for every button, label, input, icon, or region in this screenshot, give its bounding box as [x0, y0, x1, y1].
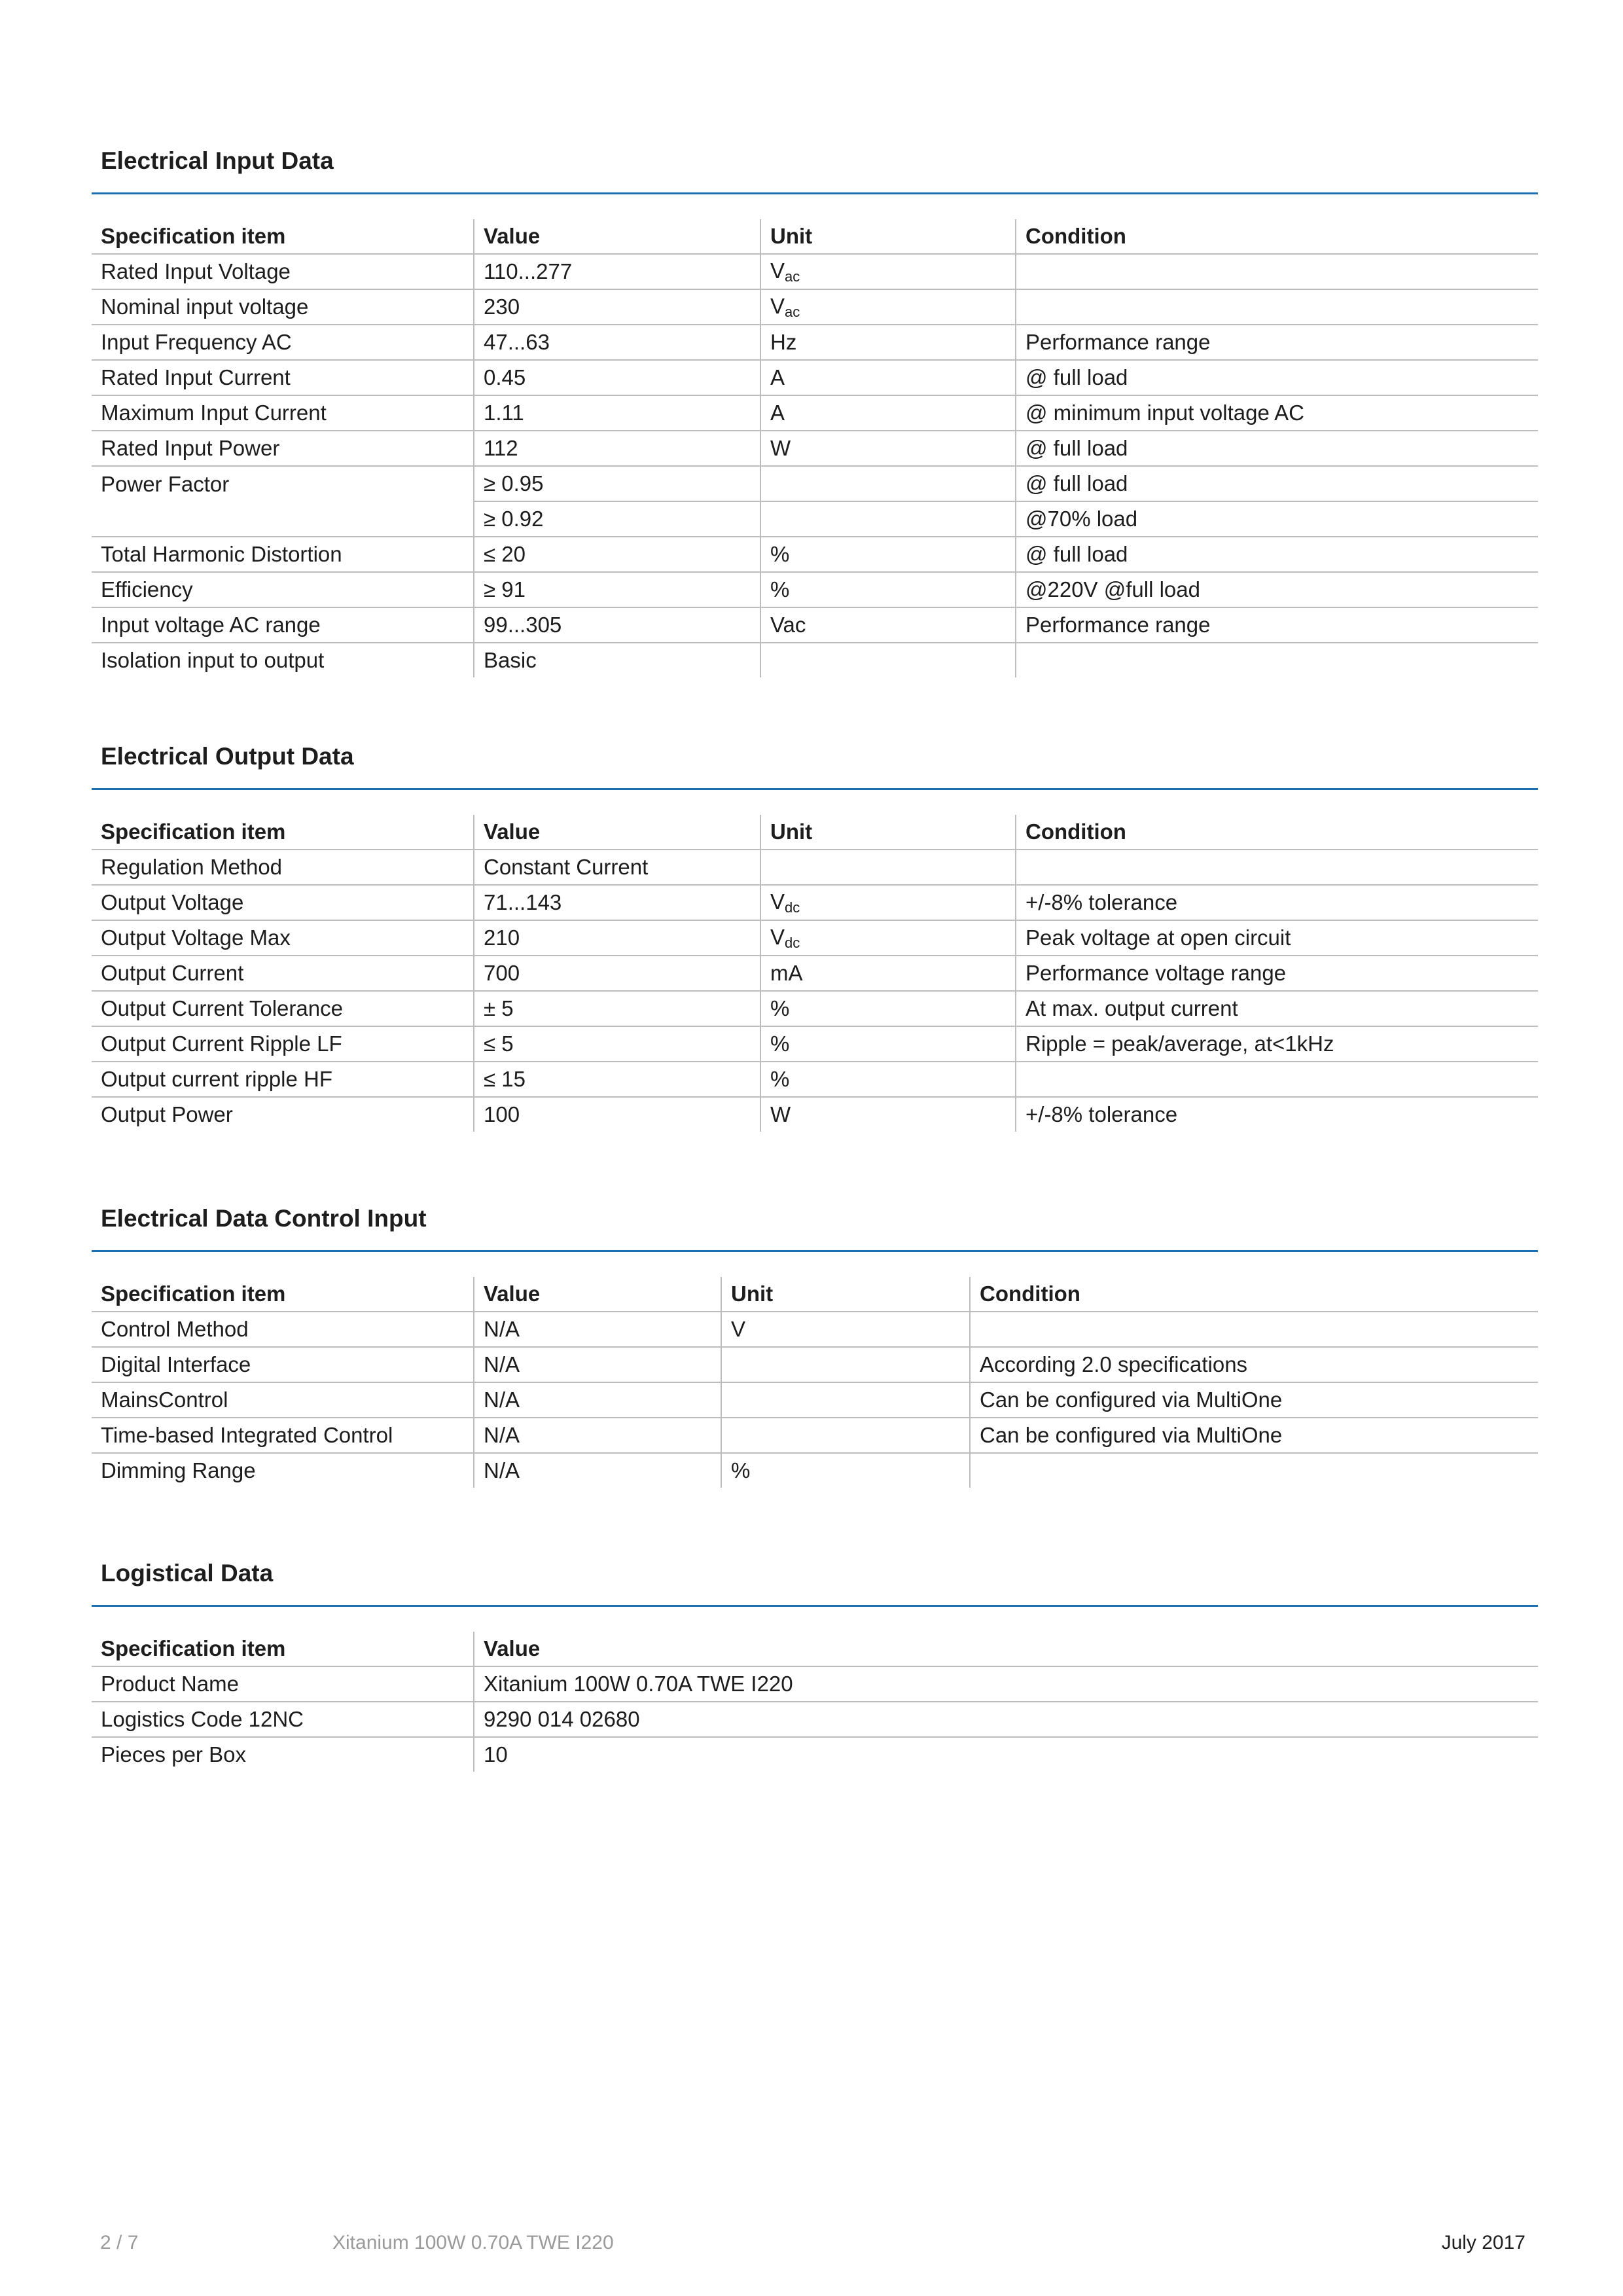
- spec-unit: [721, 1347, 970, 1382]
- spec-item: Output Current Ripple LF: [92, 1026, 474, 1062]
- section-title: Logistical Data: [101, 1560, 274, 1587]
- section-title: Electrical Input Data: [101, 147, 334, 174]
- table-row: [92, 1453, 1538, 1488]
- column-header: Unit: [760, 815, 1016, 850]
- spec-item: Pieces per Box: [101, 1742, 246, 1767]
- spec-condition: @70% load: [1016, 501, 1538, 537]
- table-header-row: [92, 1277, 1538, 1312]
- spec-item: Isolation input to output: [101, 648, 325, 672]
- spec-unit: %: [760, 991, 1016, 1026]
- column-header: Value: [474, 1632, 1538, 1666]
- spec-condition: @ full load: [1016, 466, 1538, 501]
- spec-item: Output current ripple HF: [92, 1062, 474, 1097]
- spec-unit: %: [760, 1062, 1016, 1097]
- section-divider: [92, 788, 1538, 790]
- spec-item: Output Current Tolerance: [92, 991, 474, 1026]
- unit-subscript: dc: [785, 934, 800, 951]
- table-row: [92, 1026, 1538, 1062]
- spec-unit: [760, 501, 1016, 537]
- spec-condition: @ minimum input voltage AC: [1016, 395, 1538, 431]
- spec-value: N/A: [474, 1312, 721, 1347]
- spec-value: Basic: [474, 643, 760, 677]
- spec-value: 10: [474, 1737, 1538, 1772]
- electrical-output-table: [92, 815, 1538, 1132]
- spec-unit: W: [760, 1097, 1016, 1132]
- spec-item: Power Factor: [101, 471, 230, 496]
- spec-condition: Peak voltage at open circuit: [1016, 920, 1538, 956]
- spec-condition: @ full load: [1016, 431, 1538, 466]
- spec-unit: [760, 289, 1016, 325]
- column-header: Specification item: [92, 1277, 474, 1312]
- spec-item: Efficiency: [92, 572, 474, 607]
- table-row: [92, 956, 1538, 991]
- logistical-section: [92, 1555, 1538, 1772]
- electrical-input-section: [92, 143, 1538, 677]
- spec-value: 47...63: [474, 325, 760, 360]
- unit-subscript: ac: [785, 303, 800, 320]
- table-row: [92, 607, 1538, 643]
- spec-condition: @ full load: [1016, 360, 1538, 395]
- logistical-table: [92, 1632, 1538, 1772]
- spec-condition: Performance voltage range: [1016, 956, 1538, 991]
- spec-value: N/A: [474, 1382, 721, 1418]
- spec-unit: Vac: [760, 607, 1016, 643]
- spec-item: Output Power: [101, 1102, 233, 1126]
- spec-condition: [970, 1453, 1538, 1488]
- control-input-section: [92, 1200, 1538, 1488]
- spec-value: N/A: [474, 1418, 721, 1453]
- spec-unit: A: [760, 360, 1016, 395]
- spec-unit: [760, 850, 1016, 885]
- section-divider: [92, 1250, 1538, 1252]
- spec-value: ≤ 20: [474, 537, 760, 572]
- footer-product-name: Xitanium 100W 0.70A TWE I220: [332, 2232, 614, 2253]
- spec-unit: [760, 466, 1016, 501]
- table-row: [92, 850, 1538, 885]
- spec-unit: [721, 1418, 970, 1453]
- table-header-row: [92, 1632, 1538, 1666]
- spec-item: MainsControl: [92, 1382, 474, 1418]
- table-row: [92, 920, 1538, 956]
- spec-unit: [760, 885, 1016, 920]
- spec-unit: [760, 920, 1016, 956]
- spec-value: 1.11: [474, 395, 760, 431]
- column-header: Specification item: [92, 815, 474, 850]
- spec-unit: mA: [760, 956, 1016, 991]
- spec-item: [92, 501, 474, 537]
- unit-symbol: V: [770, 924, 785, 949]
- table-row: [92, 325, 1538, 360]
- electrical-input-table: [92, 219, 1538, 677]
- table-row: [92, 289, 1538, 325]
- unit-subscript: ac: [785, 268, 800, 285]
- spec-condition: [970, 1312, 1538, 1347]
- table-row: [92, 360, 1538, 395]
- spec-condition: @ full load: [1016, 537, 1538, 572]
- table-row: [92, 431, 1538, 466]
- table-row: [92, 991, 1538, 1026]
- table-row: [92, 1702, 1538, 1737]
- spec-unit: [760, 643, 1016, 677]
- spec-item: Input voltage AC range: [92, 607, 474, 643]
- section-title: Electrical Output Data: [101, 743, 354, 770]
- spec-condition: Ripple = peak/average, at<1kHz: [1016, 1026, 1538, 1062]
- control-input-table: [92, 1277, 1538, 1488]
- spec-item: Output Voltage Max: [92, 920, 474, 956]
- table-header-row: [92, 219, 1538, 254]
- footer-date: July 2017: [1441, 2232, 1525, 2253]
- table-row: [92, 1418, 1538, 1453]
- unit-symbol: V: [770, 258, 785, 283]
- spec-value: ± 5: [474, 991, 760, 1026]
- spec-unit: V: [721, 1312, 970, 1347]
- spec-value: Constant Current: [474, 850, 760, 885]
- column-header: Value: [474, 815, 760, 850]
- column-header: Value: [474, 219, 760, 254]
- page-number: 2 / 7: [100, 2232, 139, 2253]
- spec-unit: A: [760, 395, 1016, 431]
- spec-item: Digital Interface: [92, 1347, 474, 1382]
- spec-condition: [1016, 1062, 1538, 1097]
- column-header: Condition: [1016, 219, 1538, 254]
- spec-item: Output Voltage: [92, 885, 474, 920]
- table-row: [92, 537, 1538, 572]
- spec-condition: Can be configured via MultiOne: [970, 1382, 1538, 1418]
- table-row: [92, 466, 1538, 501]
- section-divider: [92, 192, 1538, 194]
- spec-item: Product Name: [92, 1666, 474, 1702]
- spec-condition: According 2.0 specifications: [970, 1347, 1538, 1382]
- spec-condition: +/-8% tolerance: [1016, 885, 1538, 920]
- spec-condition: Performance range: [1016, 607, 1538, 643]
- spec-condition: +/-8% tolerance: [1016, 1097, 1538, 1132]
- spec-unit: %: [760, 1026, 1016, 1062]
- table-row: [92, 1347, 1538, 1382]
- table-row: [92, 643, 1538, 677]
- spec-item: Time-based Integrated Control: [92, 1418, 474, 1453]
- spec-item: Control Method: [92, 1312, 474, 1347]
- table-row: [92, 501, 1538, 537]
- table-row: [92, 1382, 1538, 1418]
- table-row: [92, 395, 1538, 431]
- spec-condition: [1016, 850, 1538, 885]
- spec-condition: Can be configured via MultiOne: [970, 1418, 1538, 1453]
- spec-value: N/A: [474, 1347, 721, 1382]
- spec-value: 100: [474, 1097, 760, 1132]
- spec-value: 110...277: [474, 254, 760, 289]
- section-divider: [92, 1605, 1538, 1607]
- spec-value: ≥ 0.92: [474, 501, 760, 537]
- spec-condition: [1016, 643, 1538, 677]
- table-row: [92, 885, 1538, 920]
- spec-value: ≤ 5: [474, 1026, 760, 1062]
- spec-item: Rated Input Power: [92, 431, 474, 466]
- spec-condition: [1016, 289, 1538, 325]
- spec-unit: Hz: [760, 325, 1016, 360]
- spec-value: 99...305: [474, 607, 760, 643]
- spec-item: Nominal input voltage: [92, 289, 474, 325]
- table-row: [92, 1312, 1538, 1347]
- spec-condition: @220V @full load: [1016, 572, 1538, 607]
- spec-value: 700: [474, 956, 760, 991]
- spec-item: Logistics Code 12NC: [92, 1702, 474, 1737]
- table-row: [92, 1062, 1538, 1097]
- unit-subscript: dc: [785, 899, 800, 916]
- table-row: [92, 1737, 1538, 1772]
- table-row: [92, 1666, 1538, 1702]
- spec-item: Dimming Range: [101, 1458, 256, 1482]
- spec-item: Total Harmonic Distortion: [92, 537, 474, 572]
- spec-condition: [1016, 254, 1538, 289]
- table-row: [92, 254, 1538, 289]
- spec-unit: %: [721, 1453, 970, 1488]
- spec-value: ≤ 15: [474, 1062, 760, 1097]
- table-row: [92, 572, 1538, 607]
- column-header: Condition: [1016, 815, 1538, 850]
- spec-value: ≥ 91: [474, 572, 760, 607]
- spec-unit: [760, 254, 1016, 289]
- column-header: Unit: [760, 219, 1016, 254]
- spec-item: Maximum Input Current: [92, 395, 474, 431]
- unit-symbol: V: [770, 889, 785, 914]
- spec-value: N/A: [474, 1453, 721, 1488]
- column-header: Value: [474, 1277, 721, 1312]
- column-header: Unit: [721, 1277, 970, 1312]
- spec-item: Regulation Method: [92, 850, 474, 885]
- spec-unit: %: [760, 537, 1016, 572]
- table-header-row: [92, 815, 1538, 850]
- electrical-output-section: [92, 738, 1538, 1132]
- spec-unit: %: [760, 572, 1016, 607]
- spec-item: Rated Input Current: [92, 360, 474, 395]
- spec-value: 112: [474, 431, 760, 466]
- column-header: Specification item: [92, 219, 474, 254]
- spec-value: 210: [474, 920, 760, 956]
- section-title: Electrical Data Control Input: [101, 1205, 427, 1232]
- spec-condition: At max. output current: [1016, 991, 1538, 1026]
- unit-symbol: V: [770, 293, 785, 318]
- table-row: [92, 1097, 1538, 1132]
- column-header: Specification item: [92, 1632, 474, 1666]
- column-header: Condition: [970, 1277, 1538, 1312]
- spec-condition: Performance range: [1016, 325, 1538, 360]
- spec-value: 0.45: [474, 360, 760, 395]
- spec-value: 71...143: [474, 885, 760, 920]
- spec-value: 230: [474, 289, 760, 325]
- spec-value: Xitanium 100W 0.70A TWE I220: [474, 1666, 1538, 1702]
- spec-item: Rated Input Voltage: [92, 254, 474, 289]
- spec-unit: W: [760, 431, 1016, 466]
- spec-item: Output Current: [92, 956, 474, 991]
- spec-item: Input Frequency AC: [92, 325, 474, 360]
- spec-unit: [721, 1382, 970, 1418]
- spec-value: ≥ 0.95: [474, 466, 760, 501]
- spec-value: 9290 014 02680: [474, 1702, 1538, 1737]
